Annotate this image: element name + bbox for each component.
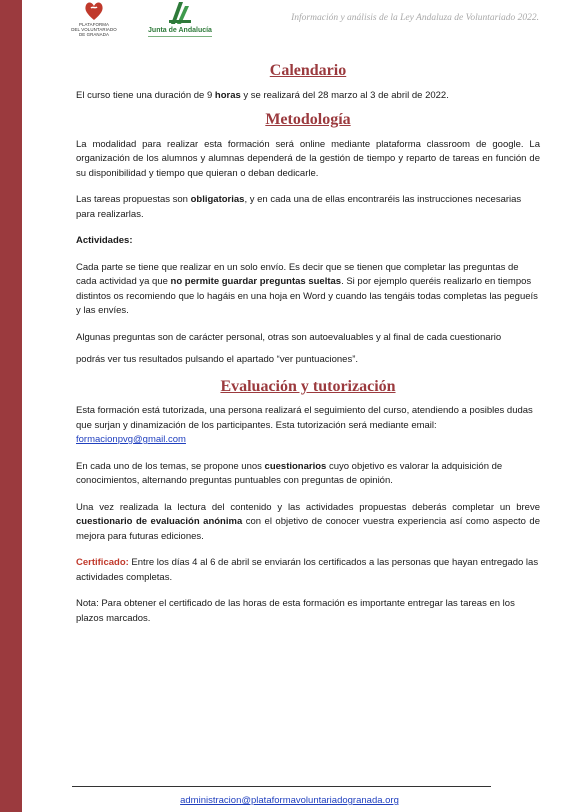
evaluacion-p2-a: En cada uno de los temas, se propone unos <box>76 460 265 472</box>
nota-paragraph: Nota: Para obtener el certificado de las horas de esta formación es importante entregar las tareas en los plazos marcados. <box>76 598 515 624</box>
evaluacion-p2-c: cuyo objetivo es valorar la adquisición de conocimientos, alternando preguntas puntuables con preguntas de opinión. <box>76 460 503 486</box>
metodologia-paragraph-1: La modalidad para realizar esta formación será online mediante plataforma classroom de google. La organización de los alumnos y alumnas dependerá de la gestión de tiempo y reparto de tareas en función de su disponibilidad y tiempo que quieran o deban dedicarle. <box>76 138 540 179</box>
no-permite-bold: no permite guardar preguntas sueltas <box>170 276 342 287</box>
metodologia-p4-a: Algunas preguntas son de carácter personal, otras son autoevaluables y al final de cada cuestionario <box>76 331 502 343</box>
evaluacion-p3-a: Una vez realizada la lectura del contenido y las actividades propuestas deberás completar un breve <box>76 501 540 513</box>
calendario-text-c: y se realizará del 28 marzo al 3 de abril de 2022. <box>240 89 449 101</box>
calendario-text-a: El curso tiene una duración de 9 <box>76 89 215 101</box>
evaluacion-paragraph-1: Esta formación está tutorizada, una persona realizará el seguimiento del curso, atendiendo a posibles dudas que surjan y dinamización de los participantes. Esta tutorización será mediante email: <box>76 405 533 431</box>
logo-left-line-3: DE GRANADA <box>78 32 110 37</box>
obligatorias-bold: obligatorias <box>190 194 245 205</box>
calendario-title: Calendario <box>269 62 347 79</box>
metodologia-paragraph-4 <box>76 331 540 368</box>
certificado-text: Entre los días 4 al 6 de abril se enviarán los certificados a las personas que hayan entregado las actividades completas. <box>76 557 539 583</box>
cuestionario-anonimo-bold: cuestionario de evaluación anónima <box>76 516 243 527</box>
calendario-horas-bold: horas <box>214 89 241 101</box>
certificado-label: Certificado: <box>76 557 129 568</box>
evaluacion-paragraph-2 <box>76 460 540 489</box>
metodologia-p3-a: Cada parte se tiene que realizar en un solo envío. Es decir que se tienen que completar las preguntas de cada actividad ya que <box>76 261 519 287</box>
tutor-email-line <box>76 433 540 448</box>
metodologia-paragraph-2 <box>76 193 540 222</box>
actividades-label <box>76 234 540 249</box>
junta-emblem-icon <box>165 0 195 26</box>
actividades-bold: Actividades: <box>76 235 133 246</box>
main-content <box>76 58 540 626</box>
left-accent-bar <box>0 0 22 812</box>
junta-andalucia-logo <box>140 0 220 48</box>
cuestionarios-bold: cuestionarios <box>264 460 327 472</box>
calendario-paragraph <box>76 89 540 104</box>
metodologia-p3-c: . Si por ejemplo queréis realizarlo en tiempos distintos os recomiendo que lo hagáis en una hoja en Word y cuando las tengáis todas completas las pegueís y las envíes. <box>76 276 538 316</box>
header-note: Información y análisis de la Ley Andaluza de Voluntariado 2022. <box>291 13 539 23</box>
logo-right-underline <box>148 36 212 37</box>
metodologia-p2-c: , y en cada una de ellas encontraréis las instrucciones necesarias para realizarlas. <box>76 194 522 220</box>
evaluacion-p3-c: con el objetivo de conocer vuestra experiencia así como aspecto de mejora para futuras ediciones. <box>76 516 540 542</box>
footer-email-link[interactable]: administracion@plataformavoluntariadogranada.org <box>180 795 399 806</box>
logo-left-line-2: DEL VOLUNTARIADO <box>71 27 117 32</box>
heart-logo-icon <box>83 0 105 22</box>
page-header <box>0 0 579 50</box>
metodologia-p2-a: Las tareas propuestas son <box>76 194 191 205</box>
metodologia-p4-b: podrás ver tus resultados pulsando el apartado “ver puntuaciones”. <box>76 354 359 365</box>
logo-left-line-1: PLATAFORMA <box>78 22 110 27</box>
plataforma-voluntariado-logo <box>64 0 124 48</box>
certificado-paragraph <box>76 556 540 585</box>
metodologia-paragraph-3 <box>76 261 540 319</box>
metodologia-title: Metodología <box>265 111 351 128</box>
evaluacion-paragraph-3 <box>76 501 540 545</box>
tutor-email-link[interactable]: formacionpvg@gmail.com <box>76 434 186 445</box>
evaluacion-title: Evaluación y tutorización <box>220 377 396 395</box>
footer-divider <box>72 786 491 787</box>
logo-right-text: Junta de Andalucía <box>148 27 212 34</box>
